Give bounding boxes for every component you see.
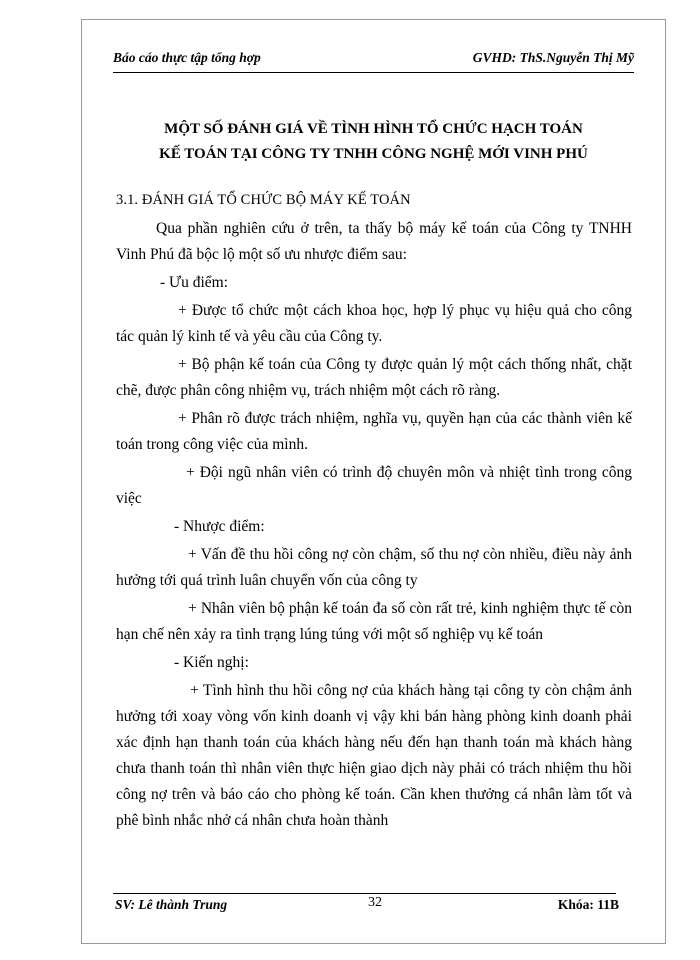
paragraph: + Tình hình thu hồi công nợ của khách hàng tại công ty còn chậm ảnh hưởng tới xoay vòng vốn kinh doanh vị vậy khi bán hàng phòng kinh doanh phải xác định hạn thanh toán của khách hàng nếu đến hạn thanh toán mà khách hàng chưa thanh toán thì nhân viên thực hiện giao dịch này phải có trách nhiệm thu hồi công nợ trên và báo cáo cho phòng kế toán. Cần khen thưởng cá nhân làm tốt và phê bình nhắc nhở cá nhân chưa hoàn thành <box>116 682 632 829</box>
body-text <box>116 216 632 836</box>
paragraph: - Nhược điểm: <box>174 518 265 535</box>
paragraph: + Nhân viên bộ phận kế toán đa số còn rất trẻ, kinh nghiệm thực tế còn hạn chế nên xảy ra tình trạng lúng túng với một số nghiệp vụ kế toán <box>116 600 632 643</box>
footer-rule <box>113 893 616 894</box>
chapter-title-line-1: MỘT SỐ ĐÁNH GIÁ VỀ TÌNH HÌNH TỔ CHỨC HẠCH TOÁN <box>164 121 583 137</box>
page-header <box>113 50 634 66</box>
header-rule <box>113 72 634 73</box>
paragraph: + Phân rõ được trách nhiệm, nghĩa vụ, quyền hạn của các thành viên kế toán trong công việc của mình. <box>116 410 632 453</box>
paragraph: + Được tổ chức một cách khoa học, hợp lý phục vụ hiệu quả cho công tác quản lý kinh tế và yêu cầu của Công ty. <box>116 302 632 345</box>
header-report-title: Báo cáo thực tập tổng hợp <box>113 50 261 65</box>
footer-student-name: SV: Lê thành Trung <box>115 897 228 912</box>
paragraph: - Ưu điểm: <box>160 274 228 291</box>
page-footer <box>113 897 634 917</box>
paragraph: Qua phần nghiên cứu ở trên, ta thấy bộ máy kế toán của Công ty TNHH Vinh Phú đã bộc lộ một số ưu nhược điểm sau: <box>116 220 632 263</box>
section-heading: 3.1. ĐÁNH GIÁ TỔ CHỨC BỘ MÁY KẾ TOÁN <box>116 192 411 208</box>
paragraph: - Kiến nghị: <box>174 654 249 671</box>
paragraph: + Bộ phận kế toán của Công ty được quản lý một cách thống nhất, chặt chẽ, được phân công nhiệm vụ, trách nhiệm một cách rõ ràng. <box>116 356 632 399</box>
header-supervisor: GVHD: ThS.Nguyễn Thị Mỹ <box>472 50 634 65</box>
paragraph: + Đội ngũ nhân viên có trình độ chuyên môn và nhiệt tình trong công việc <box>116 464 632 507</box>
chapter-title <box>113 117 634 167</box>
paragraph: + Vấn đề thu hồi công nợ còn chậm, số thu nợ còn nhiều, điều này ảnh hưởng tới quá trình luân chuyển vốn của công ty <box>116 546 632 589</box>
chapter-title-line-2: KẾ TOÁN TẠI CÔNG TY TNHH CÔNG NGHỆ MỚI VINH PHÚ <box>159 146 588 162</box>
footer-course: Khóa: 11B <box>557 897 619 912</box>
page-number: 32 <box>368 895 382 910</box>
